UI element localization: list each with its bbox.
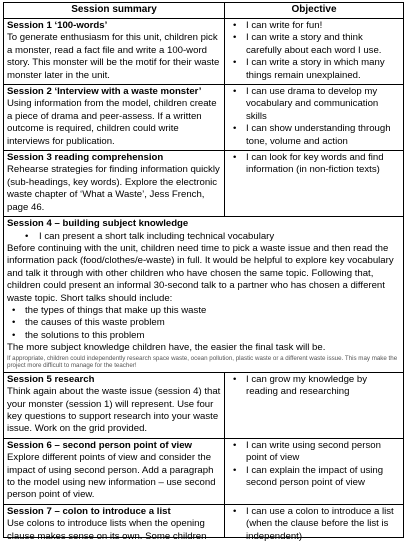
session-summary-cell <box>4 504 225 542</box>
talk-point: • the causes of this waste problem <box>7 317 400 329</box>
objective-list <box>7 231 400 243</box>
session-summary-cell <box>4 19 225 85</box>
session-title: Session 6 – second person point of view <box>7 439 192 451</box>
session-description: To generate enthusiasm for this unit, children pick a monster, read a fact file and write a 100-word story. This monster will be the motif for their waste monster later in the unit. <box>7 32 220 81</box>
session-row-7 <box>4 504 404 537</box>
objective-item: • I can look for key words and find information (in non-fiction texts) <box>228 152 400 177</box>
teacher-note: If appropriate, children could independently research space waste, ocean pollution, plastic waste or a different waste issue. This may make the project more difficult to manage for the teacher! <box>7 354 398 370</box>
objective-item: • I can show understanding through tone, volume and action <box>228 123 400 148</box>
session-title: Session 3 reading comprehension <box>7 152 164 164</box>
session-description: Think again about the waste issue (session 4) that your monster (session 1) will represent. Use four key questions to support research into your waste issue. Work on the grid provided. <box>7 386 221 435</box>
session-closing: The more subject knowledge children have, the easier the final task will be. <box>7 342 326 354</box>
objective-list <box>228 86 400 148</box>
objective-list <box>228 20 400 82</box>
session-summary-cell <box>4 151 225 217</box>
objective-list <box>228 152 400 177</box>
objective-cell <box>225 504 404 542</box>
session-summary-cell <box>4 372 225 438</box>
talk-point: • the types of things that make up this waste <box>7 305 400 317</box>
objective-item: • I can present a short talk including technical vocabulary <box>7 231 400 243</box>
objective-list <box>228 440 400 490</box>
session-row-3 <box>4 151 404 217</box>
session-title: Session 7 – colon to introduce a list <box>7 505 171 517</box>
objective-cell <box>225 19 404 85</box>
session-row-6 <box>4 438 404 504</box>
objective-item: • I can write using second person point of view <box>228 440 400 465</box>
objective-list <box>228 506 400 543</box>
session-summary-cell <box>4 85 225 151</box>
header-objective: Objective <box>225 3 404 19</box>
session-row-5 <box>4 372 404 438</box>
objective-cell <box>225 372 404 438</box>
session-description: Before continuing with the unit, children need time to pick a waste issue and then read the information pack (food/clothes/e-waste) in full. It would be helpful to explore key vocabulary and talk it through with other children who have chosen the same topic. Following that, children could present an informal 30-second talk to a partner who has chosen a different waste topic. Short talks should include: <box>7 242 394 304</box>
objective-list <box>228 374 400 399</box>
session-description: Rehearse strategies for finding information quickly (sub-headings, key words). Explore the electronic waste chapter of ‘What a Waste’, Jess French, page 46. <box>7 164 220 213</box>
session-title: Session 2 ‘Interview with a waste monster’ <box>7 86 202 98</box>
objective-cell <box>225 151 404 217</box>
table-header-row <box>4 3 404 19</box>
session-row-2 <box>4 85 404 151</box>
session-plan-table <box>3 2 404 542</box>
objective-item: • I can grow my knowledge by reading and researching <box>228 374 400 399</box>
objective-item: • I can write for fun! <box>228 20 400 32</box>
objective-item: • I can explain the impact of using second person point of view <box>228 465 400 490</box>
session-row-1 <box>4 19 404 85</box>
talk-point: • the solutions to this problem <box>7 330 400 342</box>
session-title: Session 4 – building subject knowledge <box>7 218 189 230</box>
header-session-summary: Session summary <box>4 3 225 19</box>
session-description: Using information from the model, children create a piece of drama and peer-assess. If a written outcome is required, children could write interviews for publication. <box>7 98 217 147</box>
session-4-cell <box>4 217 404 373</box>
session-description: Use colons to introduce lists when the opening clause makes sense on its own. Some children <box>7 518 207 542</box>
session-description: Explore different points of view and consider the impact of using second person. Add a paragraph to the model using new information – use second person point of view. <box>7 452 216 501</box>
session-title: Session 1 ‘100-words’ <box>7 20 108 31</box>
objective-cell <box>225 438 404 504</box>
session-row-4 <box>4 217 404 373</box>
objective-cell <box>225 85 404 151</box>
session-title: Session 5 research <box>7 373 95 385</box>
talk-points-list <box>7 305 400 342</box>
objective-item: • I can use drama to develop my vocabulary and communication skills <box>228 86 400 123</box>
objective-item: • I can write a story and think carefully about each word I use. <box>228 32 400 57</box>
objective-item: • I can use a colon to introduce a list (when the clause before the list is independent) <box>228 506 400 543</box>
objective-item: • I can write a story in which many things remain unexplained. <box>228 57 400 82</box>
session-summary-cell <box>4 438 225 504</box>
